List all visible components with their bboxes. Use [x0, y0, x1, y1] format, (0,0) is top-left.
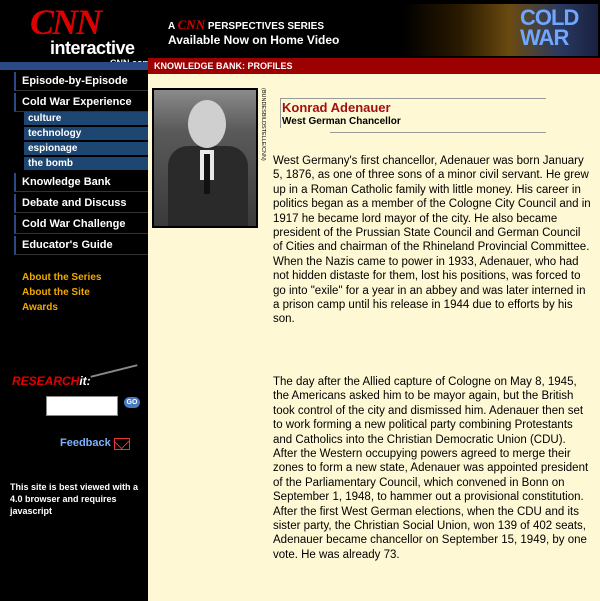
nav-debate-and-discuss[interactable]: Debate and Discuss: [14, 194, 152, 213]
subnav-espionage[interactable]: espionage: [24, 142, 148, 155]
research-label: [12, 374, 91, 388]
portrait-tie: [204, 154, 210, 194]
site-header: [0, 0, 600, 62]
research-divider: [90, 364, 137, 378]
nav-cold-war-challenge[interactable]: Cold War Challenge: [14, 215, 152, 234]
nav-knowledge-bank[interactable]: Knowledge Bank: [14, 173, 152, 192]
feedback-link[interactable]: Feedback: [60, 437, 111, 449]
nav-episode-by-episode[interactable]: Episode-by-Episode: [14, 72, 152, 91]
promo-prefix: A: [168, 21, 175, 32]
research-label-it: it:: [79, 374, 91, 388]
name-rule-left: [280, 98, 281, 128]
subnav-the-bomb[interactable]: the bomb: [24, 157, 148, 170]
browser-notice: This site is best viewed with a 4.0 browser and requires javascript: [10, 482, 139, 516]
nav-cold-war-experience[interactable]: Cold War Experience: [14, 93, 152, 112]
link-about-the-series[interactable]: About the Series: [22, 272, 102, 283]
name-rule-top: [280, 98, 546, 99]
portrait-head: [188, 100, 226, 148]
nav-top-bar: [0, 62, 148, 70]
profile-content: [148, 74, 600, 601]
sidebar: [0, 70, 148, 601]
promo-cnn-logo: CNN: [177, 17, 206, 32]
link-about-the-site[interactable]: About the Site: [22, 287, 90, 298]
research-search-input[interactable]: [46, 396, 118, 416]
section-label: KNOWLEDGE BANK: PROFILES: [154, 61, 293, 71]
profile-paragraph-2: The day after the Allied capture of Cologne on May 8, 1945, the Americans asked him to be mayor again, but the British took control of the city and dismissed him. Adenauer then set to work forming a new political party combining Protestants and Catholics into the Christian Democratic Union (CDU). After the Western occupying powers agreed to merge their zones to form a new state, Adenauer was appointed president of the Parliamentary Council, which convened in Bonn on September 1, 1948, to hammer out a provisional constitution. After the first West German elections, when the CDU and its sister party, the Christian Social Union, won 139 of 402 seats, Adenauer became chancellor on September 15, 1949, by one vote. He was already 73.: [273, 376, 589, 561]
section-bar: [148, 58, 600, 74]
mail-icon[interactable]: [114, 438, 130, 450]
research-go-button[interactable]: GO: [124, 397, 140, 408]
promo-series: PERSPECTIVES SERIES: [207, 21, 325, 32]
promo-series-line[interactable]: [168, 17, 324, 33]
profile-paragraph-1: West Germany's first chancellor, Adenauer was born January 5, 1876, as one of three sons of a minor civil servant. He grew up in a Roman Catholic family with little money. His career in politics began as a member of the Cologne City Council and in 1917 he became lord mayor of the city. He also became president of the Prussian State Council and German Council of Cities and chairman of the Rhineland Provincial Committee. When the Nazis came to power in 1933, Adenauer, who had not hidden distaste for them, lost his positions, was forced to go into "exile" for a year in an abbey and was later interned in a prison camp until his release in 1944 due to efforts by his son.: [273, 155, 591, 326]
promo-available-text[interactable]: Available Now on Home Video: [168, 33, 340, 47]
adenauer-portrait-photo: [152, 88, 258, 228]
subnav-technology[interactable]: technology: [24, 127, 148, 140]
cold-war-logo-line2: WAR: [520, 25, 569, 50]
name-rule-bottom: [330, 132, 546, 133]
cold-war-logo[interactable]: [520, 5, 579, 50]
portrait-image: [154, 90, 256, 226]
interactive-logo-text[interactable]: interactive: [50, 38, 135, 58]
profile-role: West German Chancellor: [282, 116, 401, 127]
link-awards[interactable]: Awards: [22, 302, 58, 313]
research-label-main: RESEARCH: [12, 374, 80, 388]
profile-name: Konrad Adenauer: [282, 100, 391, 115]
cold-war-logo-line1: COLD: [520, 5, 579, 30]
photo-credit: (BUNDESBILDSTELLE/CNN): [260, 88, 266, 161]
nav-educators-guide[interactable]: Educator's Guide: [14, 236, 152, 255]
cnn-logo[interactable]: CNN: [30, 2, 101, 42]
subnav-culture[interactable]: culture: [24, 112, 148, 125]
